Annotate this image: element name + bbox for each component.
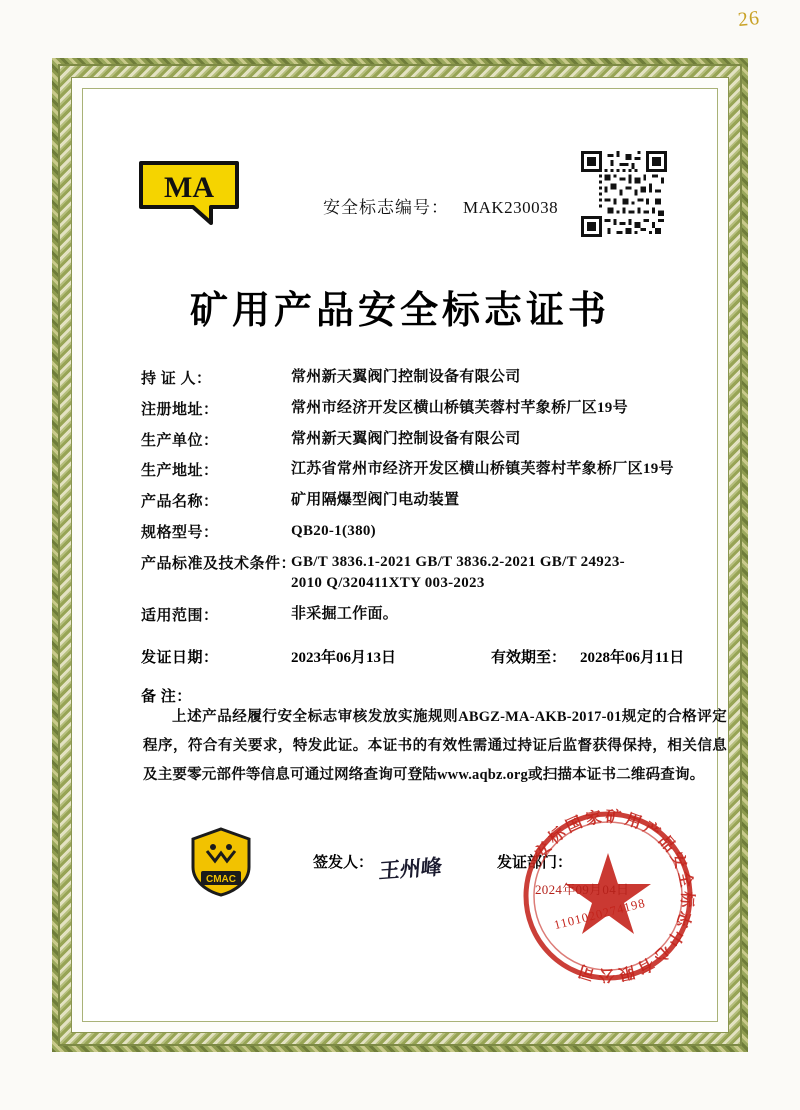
field-label-registered-address: 注册地址： bbox=[141, 401, 219, 418]
field-label-standards: 产品标准及技术条件： bbox=[141, 555, 297, 572]
field-label-model: 规格型号： bbox=[141, 524, 219, 541]
field-label-expiry-date: 有效期至： bbox=[491, 649, 567, 666]
field-value-manufacturer: 常州新天翼阀门控制设备有限公司 bbox=[291, 430, 521, 447]
field-row-scope bbox=[141, 604, 727, 626]
svg-text:安标国家矿用产品安全标志中心有限公司: 安标国家矿用产品安全标志中心有限公司 bbox=[532, 808, 696, 984]
field-value-scope: 非采掘工作面。 bbox=[291, 606, 399, 622]
certificate-fields bbox=[141, 367, 727, 706]
standards-line-2: 2010 Q/320411XTY 003-2023 bbox=[291, 575, 485, 592]
field-value-registered-address: 常州市经济开发区横山桥镇芙蓉村芊象桥厂区19号 bbox=[291, 399, 628, 416]
cmac-shield-icon bbox=[189, 827, 253, 897]
scan-page-number: 26 bbox=[736, 6, 762, 32]
field-label-product-name: 产品名称： bbox=[141, 494, 219, 510]
page-title: 矿用产品安全标志证书 bbox=[189, 290, 610, 332]
certificate-number bbox=[323, 193, 558, 218]
field-label-manufacturer: 生产单位： bbox=[141, 432, 219, 449]
seal-code: 1101020274198 bbox=[552, 895, 647, 933]
field-value-production-address: 江苏省常州市经济开发区横山桥镇芙蓉村芊象桥厂区19号 bbox=[291, 461, 674, 478]
certificate-number-label: 安全标志编号： bbox=[323, 198, 449, 217]
qr-code-icon[interactable] bbox=[581, 151, 667, 237]
field-row-manufacturer bbox=[141, 429, 727, 451]
certificate-border-inner bbox=[58, 64, 742, 1046]
certificate-border-inner2 bbox=[71, 77, 729, 1033]
field-value-standards bbox=[291, 552, 727, 596]
seal-date: 2024年09月04日 bbox=[535, 882, 630, 897]
ma-logo-icon bbox=[137, 157, 241, 229]
field-row-holder bbox=[141, 367, 727, 389]
signer-signature: 王州峰 bbox=[378, 854, 443, 884]
signer-label: 签发人： bbox=[313, 855, 374, 871]
field-row-product-name bbox=[141, 490, 727, 512]
field-value-product-name: 矿用隔爆型阀门电动装置 bbox=[291, 492, 460, 508]
field-row-registered-address bbox=[141, 398, 727, 420]
standards-line-1: GB/T 3836.1-2021 GB/T 3836.2-2021 GB/T 24923- bbox=[291, 553, 625, 570]
field-value-model: QB20-1(380) bbox=[291, 522, 376, 539]
field-value-holder: 常州新天翼阀门控制设备有限公司 bbox=[291, 369, 521, 385]
field-label-production-address: 生产地址： bbox=[141, 463, 219, 480]
field-row-production-address bbox=[141, 459, 727, 481]
certificate-statement: 上述产品经履行安全标志审核发放实施规则ABGZ-MA-AKB-2017-01规定的合格评定程序，符合有关要求，特发此证。本证书的有效性需通过持证后监督获得保持，相关信息及主要零元部件等信息可通过网络查询可登陆www.aqbz.org或扫描本证书二维码查询。 bbox=[143, 709, 727, 783]
field-row-dates bbox=[141, 646, 727, 667]
field-row-standards bbox=[141, 552, 727, 596]
svg-text:CMAC: CMAC bbox=[206, 874, 236, 885]
certificate-body bbox=[82, 88, 727, 1022]
field-label-issue-date: 发证日期： bbox=[141, 649, 219, 666]
certificate-border bbox=[52, 58, 748, 1052]
field-value-issue-date: 2023年06月13日 bbox=[291, 649, 397, 666]
field-label-scope: 适用范围： bbox=[141, 608, 219, 624]
svg-text:MA: MA bbox=[164, 171, 214, 204]
field-row-model bbox=[141, 521, 727, 543]
field-label-remark: 备 注： bbox=[141, 688, 192, 705]
issuing-department-label: 发证部门： bbox=[497, 855, 573, 871]
field-label-holder: 持 证 人： bbox=[141, 371, 212, 387]
field-value-expiry-date: 2028年06月11日 bbox=[580, 649, 685, 666]
certificate-number-value: MAK230038 bbox=[463, 198, 559, 217]
